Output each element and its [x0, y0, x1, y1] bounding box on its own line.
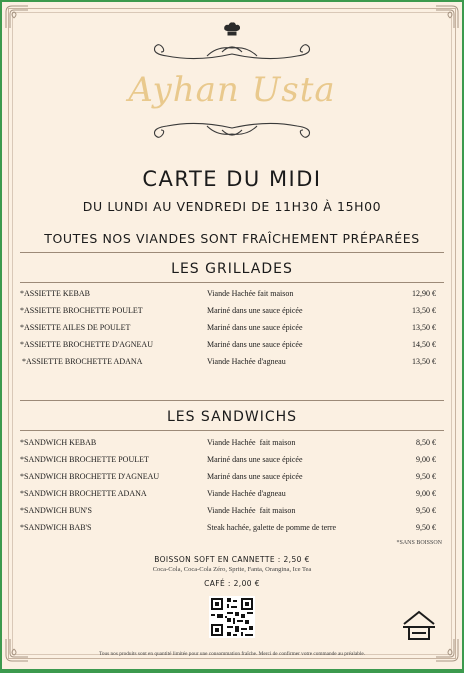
chef-hat-icon	[223, 22, 241, 36]
menu-tagline: TOUTES NOS VIANDES SONT FRAÎCHEMENT PRÉPARÉES	[44, 231, 420, 246]
list-item	[20, 302, 444, 319]
top-flourish-icon	[147, 42, 317, 66]
item-name: *ASSIETTE KEBAB	[20, 289, 90, 298]
item-name: *SANDWICH BAB'S	[20, 523, 92, 532]
item-description: Mariné dans une sauce épicée	[207, 455, 303, 464]
item-description: Mariné dans une sauce épicée	[207, 306, 303, 315]
menu-hours: DU LUNDI AU VENDREDI DE 11H30 À 15H00	[82, 199, 382, 214]
list-item	[20, 434, 444, 451]
item-price: 13,50 €	[412, 306, 436, 315]
section-title-sandwichs: LES SANDWICHS	[166, 409, 298, 425]
list-item	[20, 319, 444, 336]
divider	[20, 430, 444, 431]
grillades-list	[20, 285, 444, 370]
item-name: *ASSIETTE BROCHETTE ADANA	[20, 357, 143, 366]
house-icon	[402, 609, 436, 641]
item-name: *SANDWICH KEBAB	[20, 438, 97, 447]
footer-note: Tous nos produits sont en quantité limitée pour une consommation fraîche. Merci de confirmer votre commande au préalable.	[98, 651, 365, 657]
item-description: Mariné dans une sauce épicée	[207, 472, 303, 481]
list-item	[20, 485, 444, 502]
item-description: Mariné dans une sauce épicée	[207, 340, 303, 349]
item-description: Mariné dans une sauce épicée	[207, 323, 303, 332]
item-description: Viande Hachée fait maison	[207, 506, 296, 515]
sandwichs-list	[20, 434, 444, 536]
item-name: *ASSIETTE AILES DE POULET	[20, 323, 131, 332]
item-description: Viande Hachée d'agneau	[207, 489, 286, 498]
item-price: 9,00 €	[416, 489, 436, 498]
corner-ornament-icon	[434, 637, 460, 663]
divider	[20, 252, 444, 253]
item-description: Viande Hachée fait maison	[207, 438, 296, 447]
item-description: Viande Hachée fait maison	[207, 289, 294, 298]
list-item	[20, 502, 444, 519]
sans-boisson-note: *SANS BOISSON	[396, 540, 442, 546]
item-name: *ASSIETTE BROCHETTE POULET	[20, 306, 143, 315]
list-item	[20, 336, 444, 353]
item-price: 8,50 €	[416, 438, 436, 447]
item-name: *SANDWICH BUN'S	[20, 506, 92, 515]
corner-ornament-icon	[4, 4, 30, 30]
item-name: *SANDWICH BROCHETTE ADANA	[20, 489, 147, 498]
item-price: 9,00 €	[416, 455, 436, 464]
bottom-flourish-icon	[147, 116, 317, 140]
brand-logo: Ayhan Usta	[128, 70, 336, 110]
list-item	[20, 451, 444, 468]
item-price: 13,50 €	[412, 323, 436, 332]
coffee-price: CAFÉ : 2,00 €	[204, 579, 260, 588]
drinks-price: BOISSON SOFT EN CANNETTE : 2,50 €	[154, 555, 310, 564]
item-name: *SANDWICH BROCHETTE POULET	[20, 455, 149, 464]
item-description: Viande Hachée d'agneau	[207, 357, 286, 366]
corner-ornament-icon	[4, 637, 30, 663]
item-description: Steak hachée, galette de pomme de terre	[207, 523, 337, 532]
section-title-grillades: LES GRILLADES	[171, 261, 293, 277]
drinks-list: Coca-Cola, Coca-Cola Zéro, Sprite, Fanta, Orangina, Ice Tea	[152, 566, 312, 573]
divider	[20, 282, 444, 283]
list-item	[20, 468, 444, 485]
item-name: *SANDWICH BROCHETTE D'AGNEAU	[20, 472, 160, 481]
divider	[20, 400, 444, 401]
item-name: *ASSIETTE BROCHETTE D'AGNEAU	[20, 340, 153, 349]
list-item	[20, 519, 444, 536]
list-item	[20, 285, 444, 302]
corner-ornament-icon	[434, 4, 460, 30]
item-price: 9,50 €	[416, 523, 436, 532]
menu-page	[2, 2, 462, 669]
qr-code-icon[interactable]	[209, 596, 255, 638]
item-price: 12,90 €	[412, 289, 436, 298]
item-price: 9,50 €	[416, 472, 436, 481]
item-price: 13,50 €	[412, 357, 436, 366]
list-item	[20, 353, 444, 370]
menu-title: CARTE DU MIDI	[142, 167, 322, 191]
item-price: 14,50 €	[412, 340, 436, 349]
item-price: 9,50 €	[416, 506, 436, 515]
